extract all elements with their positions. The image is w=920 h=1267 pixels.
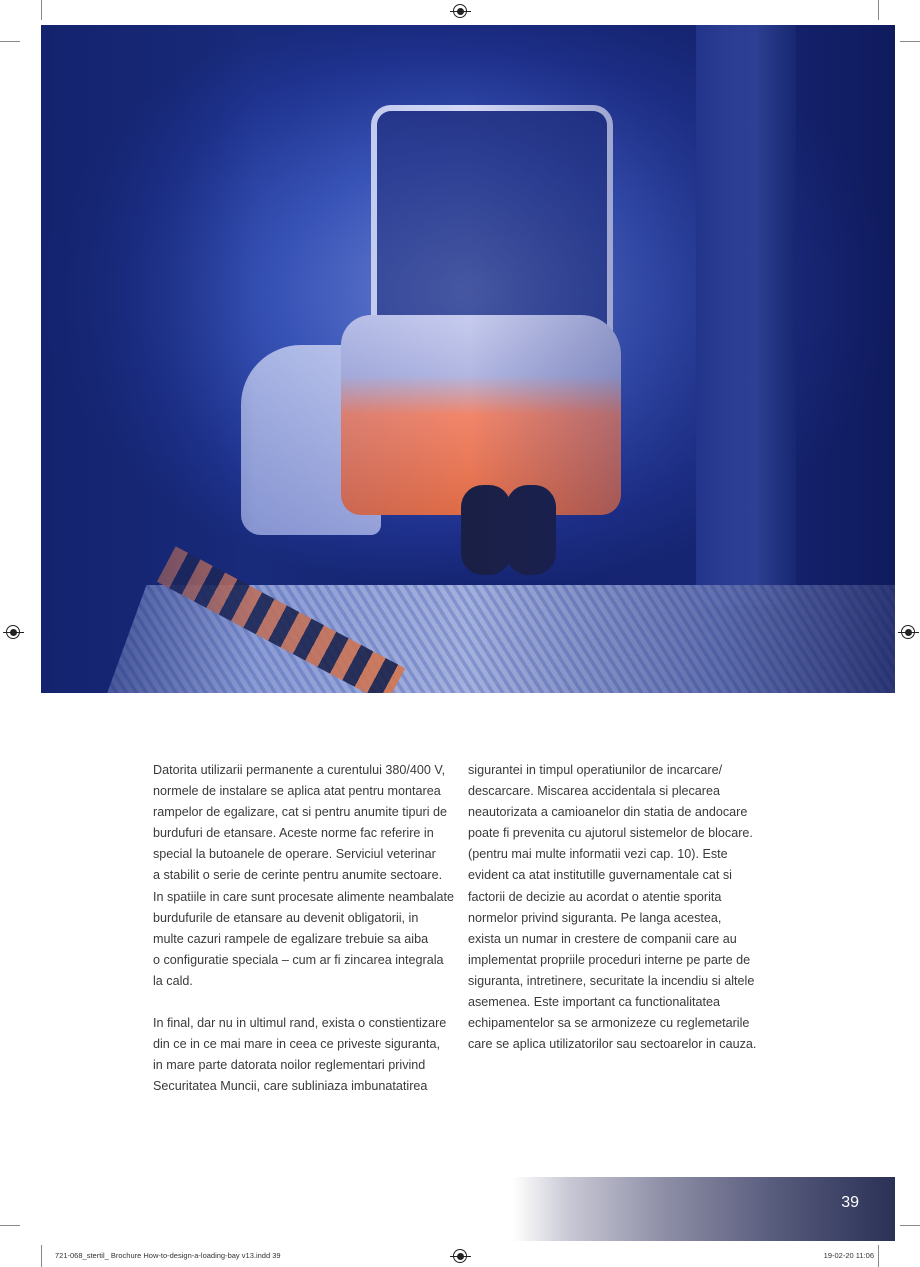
crop-mark bbox=[0, 41, 20, 42]
page-number-band bbox=[513, 1177, 895, 1241]
text-line: normelor privind siguranta. Pe langa acestea, bbox=[468, 910, 722, 925]
registration-mark-icon bbox=[453, 4, 467, 18]
slug-date: 19-02-20 11:06 bbox=[823, 1251, 874, 1260]
text-line: normele de instalare se aplica atat pentru montarea bbox=[153, 784, 441, 799]
text-line: factorii de decizie au acordat o atentie sporita bbox=[468, 889, 722, 904]
text-line: o configuratie speciala – cum ar fi zincarea integrala bbox=[153, 952, 444, 967]
registration-mark-icon bbox=[6, 625, 20, 639]
text-line: din ce in ce mai mare in ceea ce priveste siguranta, bbox=[153, 1037, 440, 1052]
text-line: Datorita utilizarii permanente a curentului 380/400 V, bbox=[153, 763, 446, 777]
text-line: In final, dar nu in ultimul rand, exista o constientizare bbox=[153, 1016, 447, 1031]
crop-mark bbox=[900, 41, 920, 42]
paragraph bbox=[153, 1013, 454, 1097]
text-line: neautorizata a camioanelor din statia de andocare bbox=[468, 805, 748, 820]
text-line: special la butoanele de operare. Serviciul veterinar bbox=[153, 847, 436, 862]
page-number: 39 bbox=[841, 1194, 859, 1211]
slug-filename: 721-068_stertil_ Brochure How-to-design-a-loading-bay v13.indd 39 bbox=[55, 1251, 281, 1260]
text-line: (pentru mai multe informatii vezi cap. 10). Este bbox=[468, 847, 728, 862]
text-line: descarcare. Miscarea accidentala si plecarea bbox=[468, 784, 720, 799]
text-line: rampelor de egalizare, cat si pentru anumite tipuri de bbox=[153, 805, 448, 820]
text-line: burdufurile de etansare au devenit obligatorii, in bbox=[153, 910, 419, 925]
text-line: la cald. bbox=[153, 973, 193, 988]
crop-mark bbox=[878, 0, 879, 20]
text-line: care se aplica utilizatorilor sau sectoarelor in cauza. bbox=[468, 1037, 757, 1052]
motion-blur-overlay bbox=[41, 25, 895, 693]
text-line: Securitatea Muncii, care subliniaza imbunatatirea bbox=[153, 1079, 428, 1094]
text-line: siguranta, intretinere, securitate la incendiu si altele bbox=[468, 973, 755, 988]
crop-mark bbox=[41, 1245, 42, 1267]
text-line: poate fi prevenita cu ajutorul sistemelor de blocare. bbox=[468, 826, 753, 841]
text-line: evident ca atat institutille guvernamentale cat si bbox=[468, 868, 732, 883]
text-line: sigurantei in timpul operatiunilor de incarcare/ bbox=[468, 763, 723, 777]
text-line: in mare parte datorata noilor reglementari privind bbox=[153, 1058, 426, 1073]
registration-mark-icon bbox=[453, 1249, 467, 1263]
text-line: exista un numar in crestere de companii care au bbox=[468, 931, 737, 946]
text-line: echipamentelor sa se armonizeze cu reglemetarile bbox=[468, 1016, 750, 1031]
paragraph bbox=[153, 760, 454, 992]
text-line: asemenea. Este important ca functionalitatea bbox=[468, 995, 721, 1010]
left-column bbox=[153, 760, 454, 1118]
crop-mark bbox=[900, 1225, 920, 1226]
text-line: burdufuri de etansare. Aceste norme fac referire in bbox=[153, 826, 434, 841]
crop-mark bbox=[878, 1245, 879, 1267]
forklift-photo bbox=[41, 25, 895, 693]
text-line: a stabilit o serie de cerinte pentru anumite sectoare. bbox=[153, 868, 443, 883]
paragraph bbox=[468, 760, 756, 1055]
registration-mark-icon bbox=[901, 625, 915, 639]
crop-mark bbox=[41, 0, 42, 20]
right-column bbox=[468, 760, 756, 1076]
crop-mark bbox=[0, 1225, 20, 1226]
text-line: implementat propriile proceduri interne pe parte de bbox=[468, 952, 751, 967]
text-line: multe cazuri rampele de egalizare trebuie sa aiba bbox=[153, 931, 429, 946]
text-line: In spatiile in care sunt procesate alimente neambalate bbox=[153, 889, 455, 904]
